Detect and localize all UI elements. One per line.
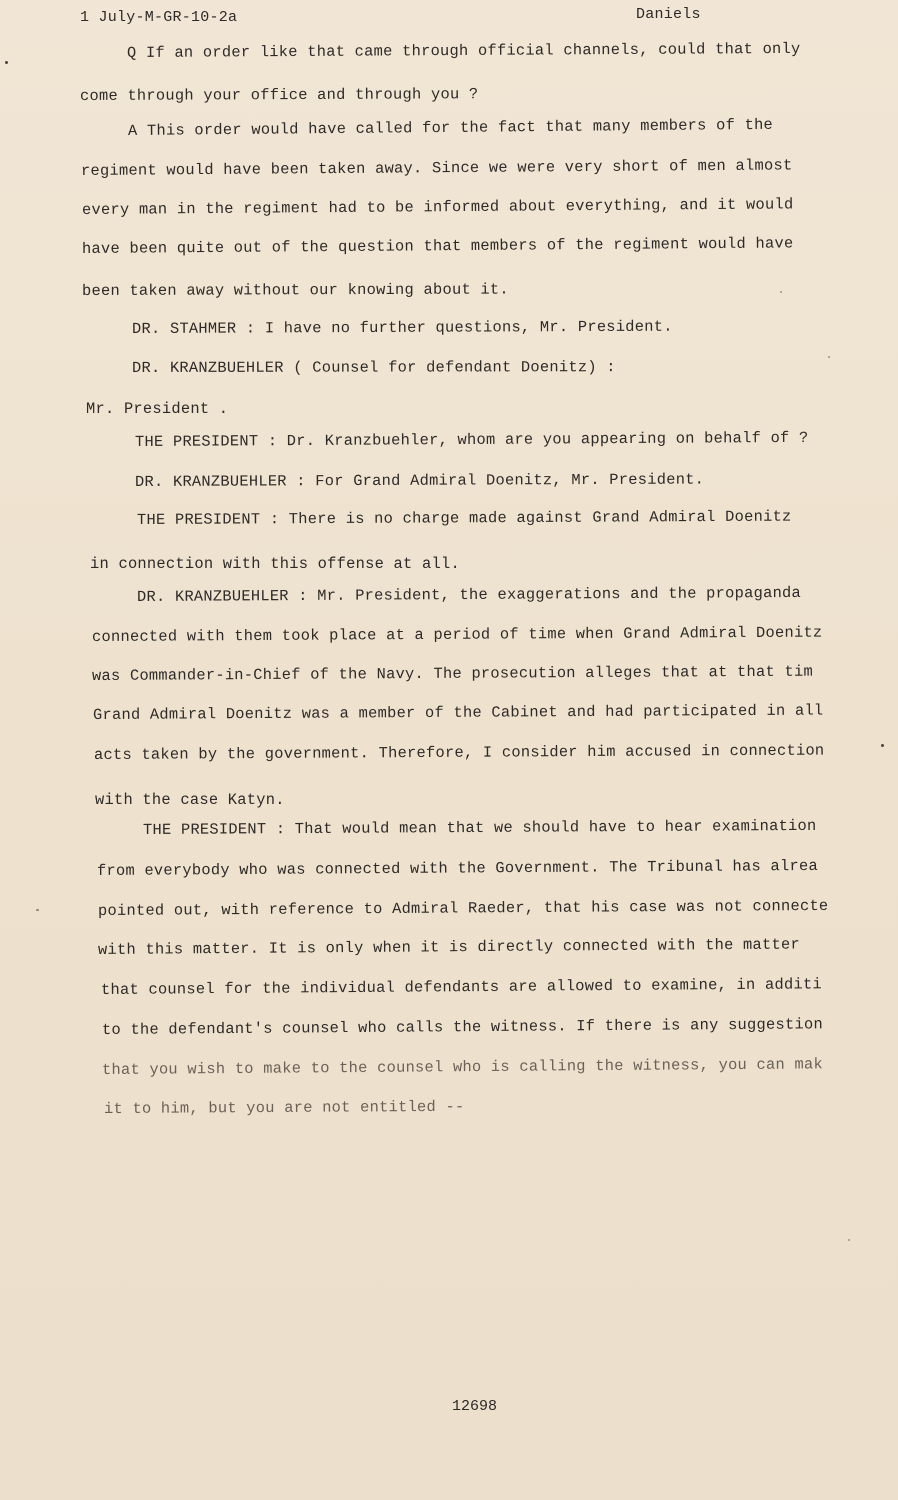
transcript-line: DR. STAHMER : I have no further questions, Mr. President.	[131, 317, 673, 338]
transcript-line: to the defendant's counsel who calls the witness. If there is any suggestion	[101, 1015, 823, 1039]
transcript-line: from everybody who was connected with the Government. The Tribunal has alrea	[96, 856, 818, 880]
transcript-line: was Commander-in-Chief of the Navy. The prosecution alleges that at that tim	[91, 662, 813, 685]
transcript-line: have been quite out of the question that members of the regiment would have	[81, 234, 794, 258]
transcript-line: it to him, but you are not entitled --	[103, 1097, 465, 1118]
transcript-line: that counsel for the individual defendants are allowed to examine, in additi	[100, 975, 822, 999]
transcript-line: acts taken by the government. Therefore, I consider him accused in connection	[93, 741, 825, 764]
transcript-line: pointed out, with reference to Admiral Raeder, that his case was not connecte	[97, 896, 829, 920]
paper-speck	[5, 61, 8, 64]
transcript-line: Q If an order like that came through official channels, could that only	[126, 39, 801, 62]
transcript-line: that you wish to make to the counsel who is calling the witness, you can mak	[101, 1055, 823, 1079]
transcript-line: connected with them took place at a period of time when Grand Admiral Doenitz	[91, 623, 823, 646]
transcript-line: with the case Katyn.	[95, 791, 285, 809]
transcript-line: DR. KRANZBUEHLER : Mr. President, the exaggerations and the propaganda	[136, 583, 802, 606]
transcript-line: been taken away without our knowing about it.	[81, 280, 509, 300]
transcript-line: Grand Admiral Doenitz was a member of the Cabinet and had participated in all	[92, 701, 824, 724]
transcript-line: THE PRESIDENT : That would mean that we should have to hear examination	[142, 816, 817, 839]
page-number: 12698	[452, 1398, 498, 1415]
transcript-line: with this matter. It is only when it is directly connected with the matter	[97, 935, 801, 959]
paper-speck	[828, 356, 830, 358]
paper-speck	[780, 291, 782, 293]
paper-speck	[881, 744, 884, 747]
document-reference: 1 July-M-GR-10-2a	[80, 9, 238, 26]
transcript-line: in connection with this offense at all.	[90, 555, 460, 573]
transcript-line: come through your office and through you ?	[79, 85, 479, 105]
transcript-line: DR. KRANZBUEHLER : For Grand Admiral Doenitz, Mr. President.	[134, 470, 705, 491]
transcript-line: DR. KRANZBUEHLER ( Counsel for defendant Doenitz) :	[131, 358, 616, 377]
paper-speck	[848, 1239, 850, 1241]
witness-name: Daniels	[636, 6, 701, 23]
paper-speck	[36, 909, 39, 911]
transcript-line: regiment would have been taken away. Since we were very short of men almost	[80, 156, 793, 180]
transcript-line: THE PRESIDENT : There is no charge made against Grand Admiral Doenitz	[136, 507, 792, 529]
transcript-line: Mr. President .	[86, 400, 229, 418]
transcript-line: A This order would have called for the fact that many members of the	[127, 115, 774, 140]
transcript-line: every man in the regiment had to be informed about everything, and it would	[81, 195, 794, 219]
transcript-line: THE PRESIDENT : Dr. Kranzbuehler, whom are you appearing on behalf of ?	[134, 428, 809, 451]
